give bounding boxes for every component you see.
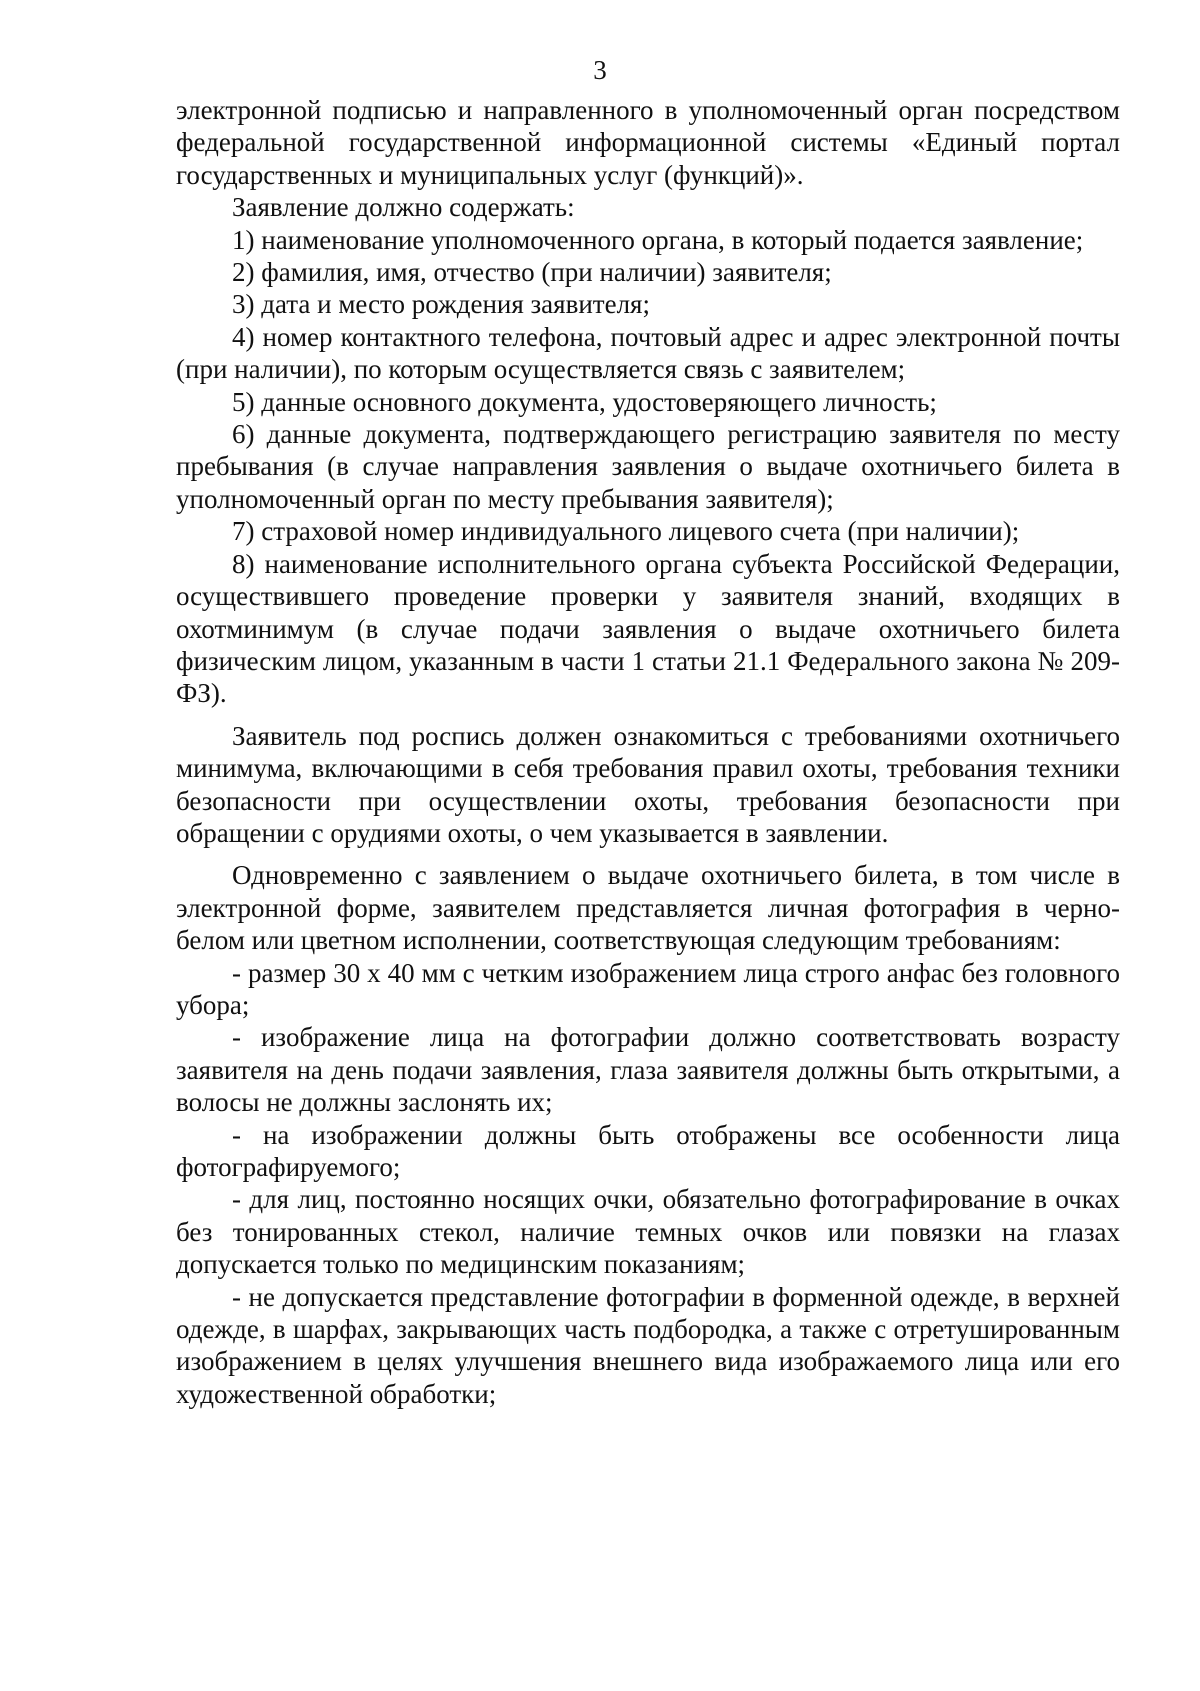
paragraph: Заявитель под роспись должен ознакомиться с требованиями охотничьего минимума, включающими в себя требования правил охоты, требования техники безопасности при осуществлении охоты, требования безопасности при обращении с орудиями охоты, о чем указывается в заявлении. [176,720,1120,848]
requirement-item: - не допускается представление фотографии в форменной одежде, в верхней одежде, в шарфах, закрывающих часть подбородка, а также с отретушированным изображением в целях улучшения внешнего вида изображаемого лица или его художественной обработки; [176,1281,1120,1409]
requirement-item: - на изображении должны быть отображены все особенности лица фотографируемого; [176,1119,1120,1182]
list-item: 6) данные документа, подтверждающего регистрацию заявителя по месту пребывания (в случае направления заявления о выдаче охотничьего билета в уполномоченный орган по месту пребывания заявителя); [176,419,1120,514]
list-item: 3) дата и место рождения заявителя; [232,289,650,320]
document-body [176,94,1120,1410]
requirement-item: - для лиц, постоянно носящих очки, обязательно фотографирование в очках без тонированных стекол, наличие темных очков или повязки на глазах допускается только по медицинским показаниям; [176,1184,1120,1280]
paragraph: электронной подписью и направленного в уполномоченный орган посредством федеральной государственной информационной системы «Единый портал государственных и муниципальных услуг (функций)». [176,95,1120,190]
list-item: 8) наименование исполнительного органа субъекта Российской Федерации, осуществившего проведение проверки у заявителя знаний, входящих в охотминимум (в случае подачи заявления о выдаче охотничьего билета физическим лицом, указанным в части 1 статьи 21.1 Федерального закона № 209-ФЗ). [176,548,1120,709]
list-item: 7) страховой номер индивидуального лицевого счета (при наличии); [232,516,1020,547]
requirement-item: - размер 30 х 40 мм с четким изображением лица строго анфас без головного убора; [176,957,1120,1020]
list-item: 1) наименование уполномоченного органа, в который подается заявление; [232,224,1084,255]
list-item: 4) номер контактного телефона, почтовый адрес и адрес электронной почты (при наличии), по которым осуществляется связь с заявителем; [176,321,1120,385]
list-item: 5) данные основного документа, удостоверяющего личность; [232,386,937,417]
paragraph: Одновременно с заявлением о выдаче охотничьего билета, в том числе в электронной форме, заявителем представляется личная фотография в черно-белом или цветном исполнении, соответствующая следующим требованиям: [176,860,1120,956]
requirement-item: - изображение лица на фотографии должно соответствовать возрасту заявителя на день подачи заявления, глаза заявителя должны быть открытыми, а волосы не должны заслонять их; [176,1022,1120,1118]
list-item: 2) фамилия, имя, отчество (при наличии) заявителя; [232,257,832,288]
page-number: 3 [593,55,607,85]
paragraph: Заявление должно содержать: [232,192,575,223]
